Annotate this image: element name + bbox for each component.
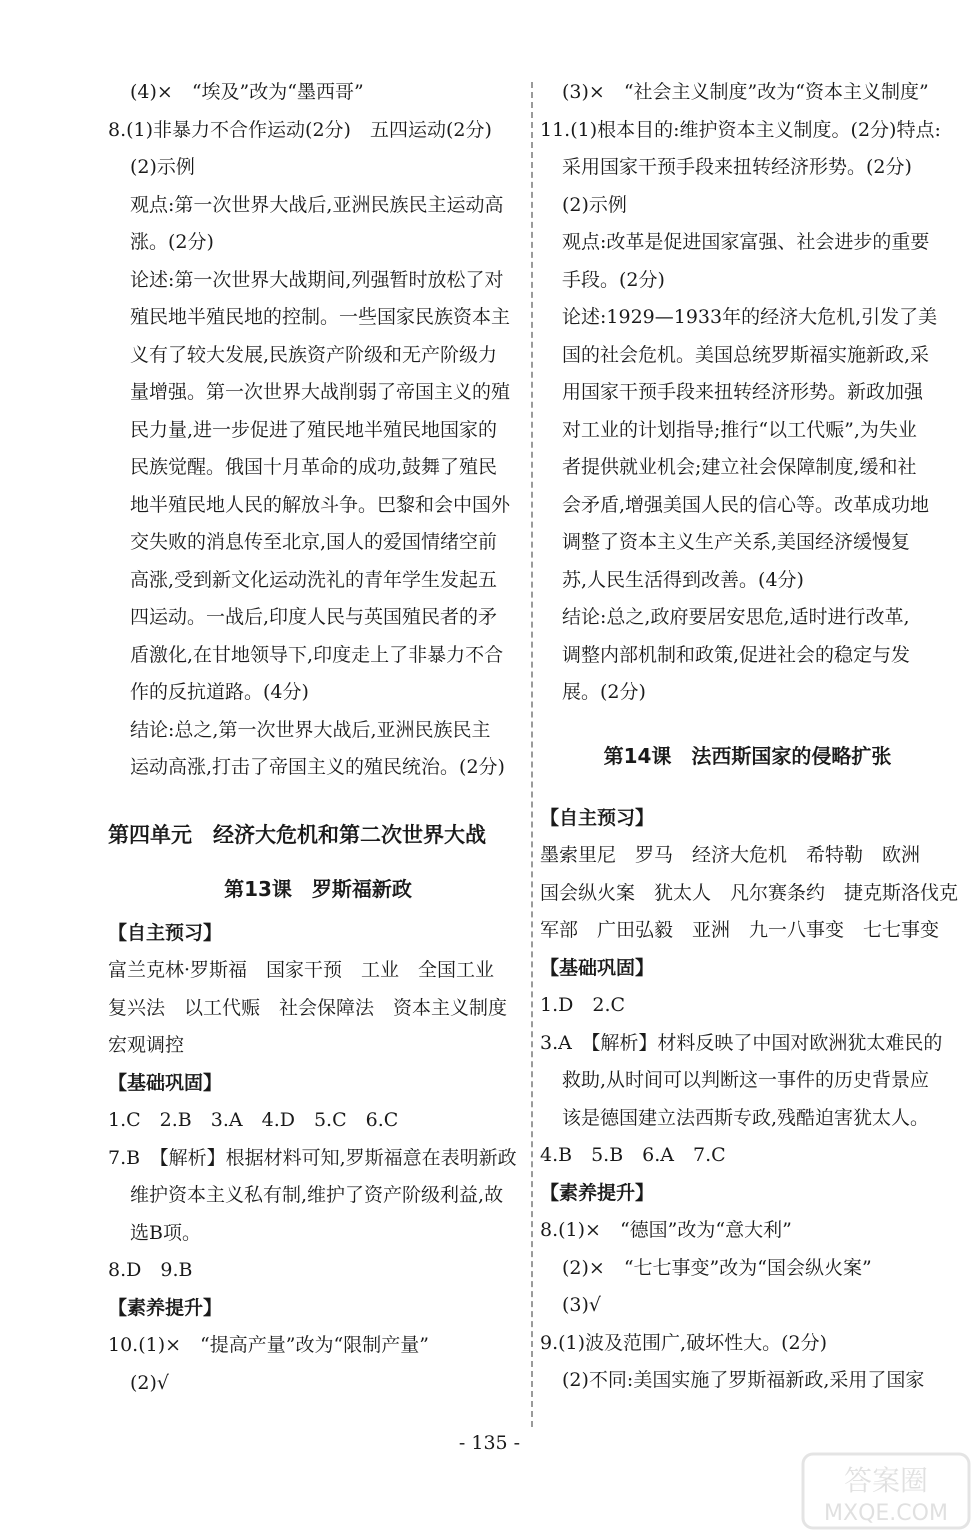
- text-line: 调整内部机制和政策,促进社会的稳定与发: [562, 643, 911, 666]
- text-line: (2)√: [130, 1371, 170, 1394]
- text-line: 民族觉醒。俄国十月革命的成功,鼓舞了殖民: [130, 456, 498, 478]
- text-line: (2)示例: [562, 193, 627, 216]
- text-line: 运动高涨,打击了帝国主义的殖民统治。(2分): [130, 756, 505, 778]
- section-tag: 【自主预习】: [540, 806, 655, 829]
- text-line: 观点:改革是促进国家富强、社会进步的重要: [562, 231, 930, 253]
- section-tag: 【自主预习】: [108, 921, 223, 944]
- text-line: 调整了资本主义生产关系,美国经济缓慢复: [562, 531, 911, 553]
- text-line: 救助,从时间可以判断这一事件的历史背景应: [562, 1069, 930, 1091]
- text-line: 军部 广田弘毅 亚洲 九一八事变 七七事变: [540, 919, 940, 941]
- text-line: 盾激化,在甘地领导下,印度走上了非暴力不合: [130, 643, 504, 666]
- text-line: 会矛盾,增强美国人民的信心等。改革成功地: [562, 493, 930, 516]
- text-line: 4.B 5.B 6.A 7.C: [540, 1144, 726, 1166]
- text-line: 高涨,受到新文化运动洗礼的青年学生发起五: [130, 568, 498, 591]
- text-line: 采用国家干预手段来扭转经济形势。(2分): [562, 156, 912, 178]
- text-line: 维护资本主义私有制,维护了资产阶级利益,故: [130, 1184, 504, 1206]
- text-line: 该是德国建立法西斯专政,残酷迫害犹太人。: [562, 1106, 930, 1129]
- text-line: 国的社会危机。美国总统罗斯福实施新政,采: [562, 343, 930, 366]
- text-line: 复兴法 以工代赈 社会保障法 资本主义制度: [108, 996, 508, 1019]
- left-column: [108, 74, 528, 1402]
- text-line: (3)× “社会主义制度”改为“资本主义制度”: [562, 81, 929, 103]
- text-line: 作的反抗道路。(4分): [130, 681, 309, 703]
- text-line: 结论:总之,第一次世界大战后,亚洲民族民主: [130, 718, 491, 741]
- section-tag: 【素养提升】: [108, 1296, 223, 1319]
- text-line: 8.(1)× “德国”改为“意大利”: [540, 1219, 792, 1241]
- section-tag: 【基础巩固】: [108, 1071, 223, 1094]
- unit-title: 第四单元 经济大危机和第二次世界大战: [108, 822, 486, 847]
- section-tag: 【基础巩固】: [540, 956, 655, 979]
- lesson-title: 第13课 罗斯福新政: [224, 876, 412, 901]
- text-line: 四运动。一战后,印度人民与英国殖民者的矛: [130, 606, 498, 628]
- section-tag: 【素养提升】: [540, 1181, 655, 1204]
- text-line: (3)√: [562, 1294, 602, 1316]
- text-line: (2)不同:美国实施了罗斯福新政,采用了国家: [562, 1369, 925, 1391]
- text-line: 富兰克林·罗斯福 国家干预 工业 全国工业: [108, 959, 495, 981]
- text-line: 交失败的消息传至北京,国人的爱国情绪空前: [130, 531, 498, 553]
- text-line: 观点:第一次世界大战后,亚洲民族民主运动高: [130, 193, 504, 216]
- page-number: - 135 -: [458, 1432, 521, 1454]
- text-line: 7.B 【解析】根据材料可知,罗斯福意在表明新政: [108, 1146, 517, 1169]
- text-line: (2)× “七七事变”改为“国会纵火案”: [562, 1256, 872, 1279]
- text-line: 11.(1)根本目的:维护资本主义制度。(2分)特点:: [540, 118, 941, 141]
- text-line: 结论:总之,政府要居安思危,适时进行改革,: [562, 606, 910, 628]
- text-line: 苏,人民生活得到改善。(4分): [562, 568, 804, 591]
- text-line: 涨。(2分): [130, 231, 214, 253]
- text-line: 宏观调控: [108, 1034, 185, 1056]
- text-line: 8.D 9.B: [108, 1259, 193, 1281]
- svg-text:答案圈: 答案圈: [843, 1464, 929, 1497]
- text-line: 手段。(2分): [562, 268, 665, 291]
- text-line: 殖民地半殖民地的控制。一些国家民族资本主: [130, 306, 511, 328]
- text-line: 民力量,进一步促进了殖民地半殖民地国家的: [130, 418, 498, 441]
- text-line: 10.(1)× “提高产量”改为“限制产量”: [108, 1334, 429, 1356]
- text-line: 墨索里尼 罗马 经济大危机 希特勒 欧洲: [540, 844, 921, 866]
- text-line: 量增强。第一次世界大战削弱了帝国主义的殖: [130, 381, 511, 403]
- text-line: 者提供就业机会;建立社会保障制度,缓和社: [562, 456, 917, 478]
- text-line: 论述:第一次世界大战期间,列强暂时放松了对: [130, 268, 504, 291]
- text-line: 用国家干预手段来扭转经济形势。新政加强: [562, 381, 924, 403]
- svg-text:MXQE.COM: MXQE.COM: [824, 1501, 948, 1526]
- watermark-logo: [801, 1452, 971, 1530]
- text-line: 展。(2分): [562, 681, 646, 703]
- text-line: 3.A 【解析】材料反映了中国对欧洲犹太难民的: [540, 1031, 943, 1054]
- text-line: 1.C 2.B 3.A 4.D 5.C 6.C: [108, 1109, 399, 1131]
- text-line: 国会纵火案 犹太人 凡尔赛条约 捷克斯洛伐克: [540, 881, 959, 904]
- column-divider: [531, 82, 533, 1427]
- text-line: 选B项。: [130, 1221, 201, 1244]
- right-column: [540, 74, 959, 1400]
- text-line: (4)× “埃及”改为“墨西哥”: [130, 81, 364, 103]
- text-line: 对工业的计划指导;推行“以工代赈”,为失业: [562, 418, 917, 441]
- text-line: (2)示例: [130, 156, 195, 178]
- text-line: 1.D 2.C: [540, 994, 626, 1016]
- text-line: 论述:1929—1933年的经济大危机,引发了美: [562, 306, 938, 328]
- lesson-title: 第14课 法西斯国家的侵略扩张: [603, 743, 892, 768]
- text-line: 地半殖民地人民的解放斗争。巴黎和会中国外: [130, 493, 511, 516]
- text-line: 义有了较大发展,民族资产阶级和无产阶级力: [130, 343, 498, 366]
- text-line: 9.(1)波及范围广,破坏性大。(2分): [540, 1331, 827, 1354]
- text-line: 8.(1)非暴力不合作运动(2分) 五四运动(2分): [108, 118, 492, 141]
